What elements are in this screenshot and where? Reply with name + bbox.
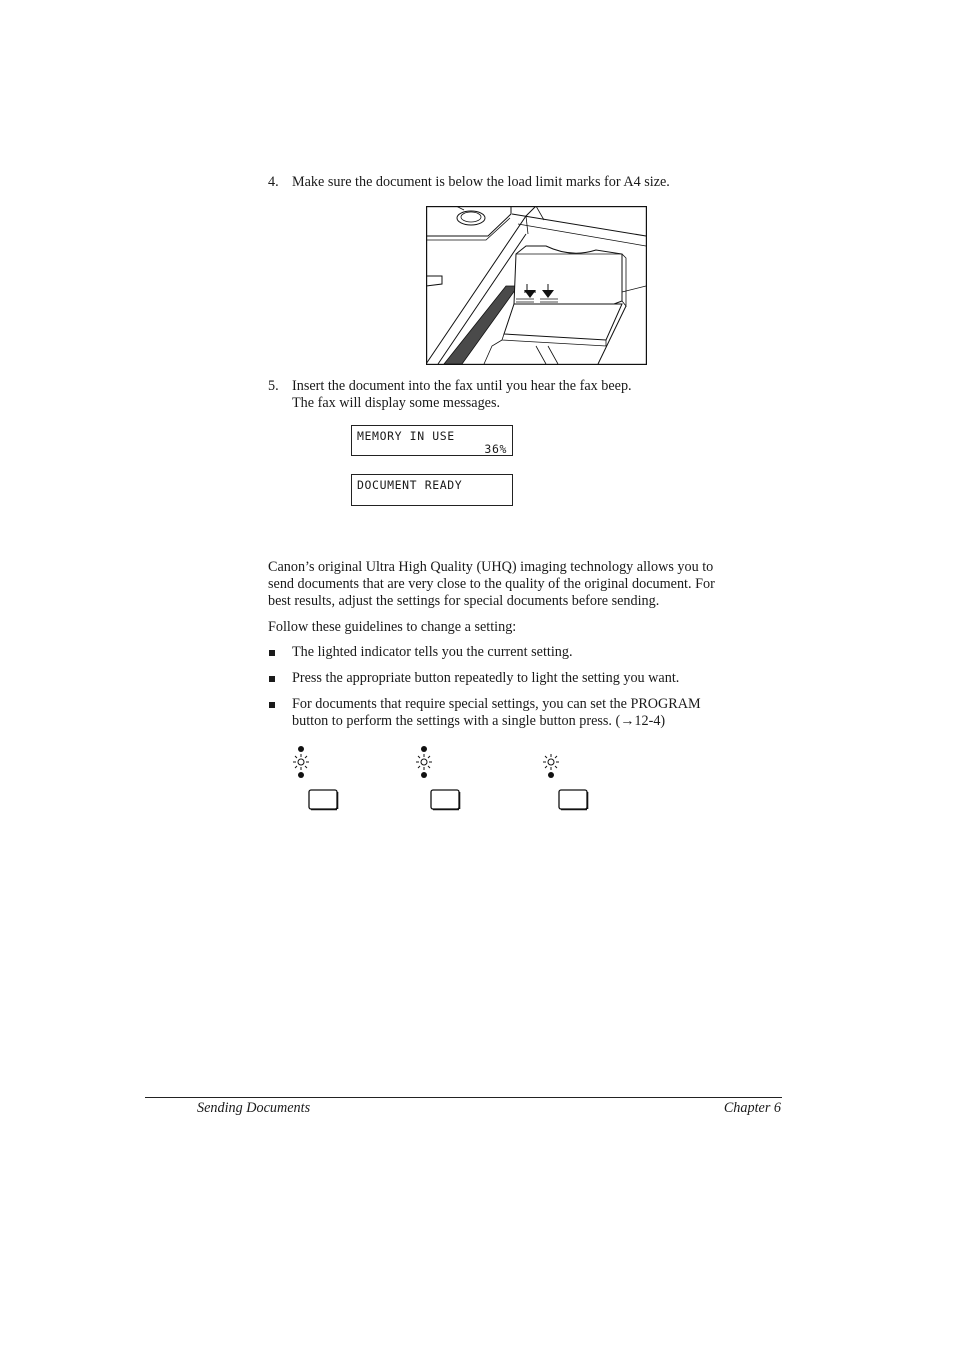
lcd-line-1: MEMORY IN USE xyxy=(357,429,455,443)
step-5-number: 5. xyxy=(268,378,279,394)
intro-line-1: Canon’s original Ultra High Quality (UHQ) imaging technology allows you to xyxy=(268,559,714,575)
intro-line-2: send documents that are very close to the quality of the original document. For xyxy=(268,576,715,592)
lcd-display-document-ready xyxy=(351,474,513,506)
bullet-marker xyxy=(269,650,275,656)
footer-rule xyxy=(145,1097,782,1098)
lcd-line-1: DOCUMENT READY xyxy=(357,478,463,492)
step-4-number: 4. xyxy=(268,174,279,190)
guidelines-lead: Follow these guidelines to change a setting: xyxy=(268,619,517,635)
bullet-3-line-1: For documents that require special settings, you can set the PROGRAM xyxy=(292,696,701,712)
bullet-marker xyxy=(269,676,275,682)
footer-section-title: Sending Documents xyxy=(197,1100,311,1116)
lcd-line-2: 36% xyxy=(484,442,507,456)
intro-line-3: best results, adjust the settings for special documents before sending. xyxy=(268,593,660,609)
bullet-2-text: Press the appropriate button repeatedly to light the setting you want. xyxy=(292,670,680,686)
step-5-line-1: Insert the document into the fax until you hear the fax beep. xyxy=(292,378,632,394)
bullet-1-text: The lighted indicator tells you the current setting. xyxy=(292,644,573,660)
bullet-marker xyxy=(269,702,275,708)
load-limit-illustration xyxy=(426,206,647,365)
step-4-text: Make sure the document is below the load limit marks for A4 size. xyxy=(292,174,670,190)
footer-chapter: Chapter 6 xyxy=(723,1100,781,1116)
step-5-line-2: The fax will display some messages. xyxy=(292,395,501,411)
lcd-display-memory xyxy=(351,425,513,456)
setting-indicators-illustration xyxy=(290,744,600,814)
bullet-3-line-2: button to perform the settings with a single button press. (→12-4) xyxy=(292,713,666,729)
